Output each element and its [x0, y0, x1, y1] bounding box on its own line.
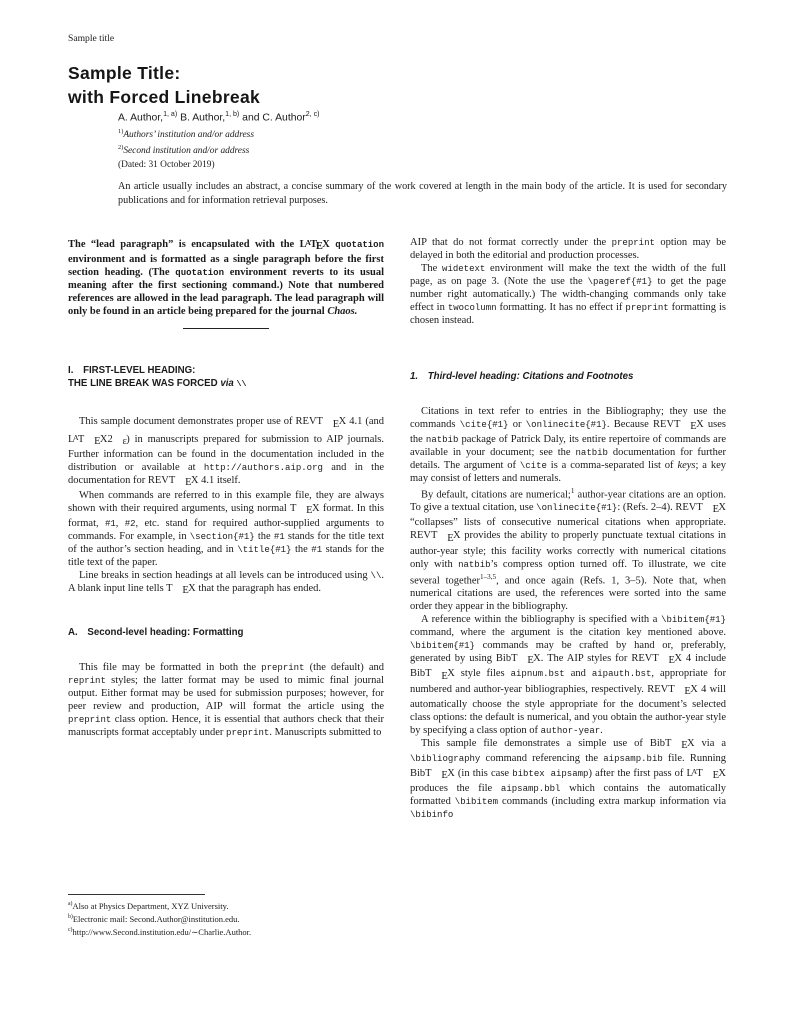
italic-text: Authors’ institution and/or address — [123, 130, 254, 141]
superscript-citation: 2, c) — [305, 111, 320, 118]
code-token: twocolumn — [447, 302, 497, 313]
date-line: (Dated: 31 October 2019) — [118, 160, 215, 170]
paragraph-formatting: This file may be formatted in both the preprint (the default) and reprint styles; the latter format may be used to mimic final journal output. Either format may be used for submission purposes; however, for peer review and production, AIP will format the article using the preprint class option. Hence, it is essential that authors check that their manuscripts format acceptably under preprint. Manuscripts submitted to — [68, 661, 384, 738]
paragraph-citations: Citations in text refer to entries in the Bibliography; they use the commands \cite{#1} or \onlinecite{#1}. Because REVT EX uses the natbib package of Patrick Daly, its entire repertoire of commands are available in your document; see the natbib documentation for further details. The argument of \cite is a comma-separated list of keys; a key may consist of letters and numerals. — [410, 405, 727, 484]
footnote-c: $^{c)}$http://www.Second.institution.edu/∼Charlie.Author. — [68, 926, 252, 937]
footnotes-area — [68, 894, 384, 937]
footnote-list — [68, 899, 384, 937]
affiliations — [118, 126, 254, 157]
code-token: quotation — [175, 267, 224, 279]
paper-title — [68, 61, 260, 109]
paragraph-linebreaks: Line breaks in section headings at all levels can be introduced using \\. A blank input line tells T EX that the paragraph has ended. — [68, 570, 384, 597]
superscript-citation: 1) — [118, 128, 124, 135]
italic-text: keys — [677, 459, 696, 471]
code-token: author-year — [540, 724, 601, 736]
code-token: natbib — [575, 446, 608, 458]
superscript-citation: 1, b) — [225, 111, 240, 118]
paragraph-revtex-intro: This sample document demonstrates proper use of REVT EX 4.1 (and $L^AT$ EX2 ε) in manuscripts prepared for submission to AIP journals. Further information can be found in the documentation included in the distribution or available at http://authors.aip.org and in the documentation for REVT EX 4.1 itself. — [68, 416, 385, 489]
italic-text: Second institution and/or address — [123, 145, 250, 156]
superscript-citation: 1 — [570, 486, 575, 495]
code-token: \pageref{#1} — [587, 276, 653, 287]
paragraph-aip-continuation: AIP that do not format correctly under the preprint option may be delayed in both the editorial and production processes. — [410, 237, 726, 261]
code-token: preprint — [68, 713, 112, 725]
code-token: #1 — [311, 544, 323, 556]
code-token: preprint — [261, 661, 305, 673]
code-token: natbib — [458, 558, 491, 570]
authors-line: A. Author,$^{1, a)}$ B. Author,$^{1, b)}$ and C. Author$^{2, c)}$ — [118, 111, 320, 124]
code-token: #1 — [273, 531, 285, 543]
paragraph-commands: When commands are referred to in this example file, they are always shown with their required arguments, using normal T EX format. In this format, #1, #2, etc. stand for required author-supplied arguments to commands. For example, in \section{#1} the #1 stands for the title text of the author’s section heading, and in \title{#1} the #1 stands for the title text of the paper. — [68, 490, 384, 569]
code-token: \title{#1} — [237, 544, 292, 556]
code-token: \section{#1} — [189, 531, 255, 543]
title-line-2: with Forced Linebreak — [68, 87, 261, 107]
footnote-rule — [68, 894, 205, 895]
code-token: reprint — [68, 674, 106, 686]
code-token: bibtex aipsamp — [512, 768, 589, 780]
code-token: preprint — [226, 726, 270, 738]
superscript-citation: a) — [68, 901, 73, 907]
code-token: preprint — [611, 237, 655, 248]
paragraph-bibitem: A reference within the bibliography is specified with a \bibitem{#1} command, where the argument is the citation key mentioned above. \bibitem{#1} commands may be crafted by hand or, preferably, generated by using BibT EX. The AIP styles for REVT EX 4 include BibT EX style files aipnum.bst and aipauth.bst, appropriate for numbered and author-year bibliographies, respectively. REVT EX 4 will automatically choose the style appropriate for the document’s selected class options: the default is numerical, and you obtain the author-year style by specifying a class option of author-year. — [410, 614, 726, 736]
code-token: \bibinfo — [410, 809, 454, 821]
code-token: natbib — [425, 433, 459, 445]
code-token: \onlinecite{#1} — [525, 418, 607, 430]
left-column — [68, 236, 384, 739]
italic-text: Chaos. — [327, 306, 358, 318]
abstract-paragraph: An article usually includes an abstract, a concise summary of the work covered at length in the main body of the article. It is used for secondary publications and for information retrieval purposes. — [118, 181, 727, 206]
code-token: \bibliography — [410, 752, 481, 764]
title-line-1: Sample Title: — [68, 63, 181, 83]
code-token: \\ — [236, 378, 247, 389]
subsubsection-heading-1: 1. Third-level heading: Citations and Footnotes — [410, 371, 634, 382]
subsection-heading-A: A. Second-level heading: Formatting — [68, 627, 244, 639]
code-token: aipsamp.bbl — [500, 783, 561, 795]
running-header: Sample title — [68, 33, 115, 44]
code-token: \bibitem{#1} — [661, 614, 726, 626]
superscript-citation: 1, a) — [163, 111, 178, 118]
code-token: preprint — [625, 302, 669, 313]
lead-divider-rule — [183, 328, 269, 329]
superscript-citation: 2) — [118, 143, 124, 151]
code-token: #1 — [104, 518, 116, 530]
affiliation-1 — [118, 126, 254, 142]
superscript-citation: 1–3,5 — [480, 572, 497, 581]
code-token: widetext — [442, 263, 486, 274]
affiliation-2 — [118, 142, 254, 158]
code-token: \cite{#1} — [459, 418, 509, 430]
code-token: aipauth.bst — [591, 668, 652, 680]
code-token: #2 — [124, 518, 136, 530]
superscript-citation: c) — [68, 926, 73, 933]
footnote-a: $^{a)}$Also at Physics Department, XYZ University. — [68, 900, 229, 911]
footnote-b: $^{b)}$Electronic mail: Second.Author@institution.edu. — [68, 913, 240, 924]
code-token: aipnum.bst — [510, 668, 565, 680]
code-token: http://authors.aip.org — [203, 461, 323, 473]
code-token: \cite — [519, 459, 547, 471]
italic-text: via — [220, 377, 234, 389]
code-token: \\ — [370, 570, 382, 582]
right-column — [410, 236, 726, 821]
code-token: quotation — [335, 239, 384, 251]
lead-paragraph: The “lead paragraph” is encapsulated with the $L^ATEX$ quotation environment and is formatted as a single paragraph before the first section heading. (The quotation environment reverts to its usual meaning after the first sectioning command.) Note that numbered references are allowed in the lead paragraph. The lead paragraph will only be found in an article being prepared for the journal Chaos. — [68, 238, 384, 318]
code-token: \onlinecite{#1} — [536, 502, 618, 514]
superscript-citation: b) — [68, 913, 73, 920]
code-token: \bibitem{#1} — [410, 640, 475, 652]
section-heading-I: I. FIRST-LEVEL HEADING: THE LINE BREAK WAS FORCED via \\ — [68, 365, 247, 389]
paragraph-widetext: The widetext environment will make the text the width of the full page, as on page 3. (Note the use the \pageref{#1} to get the page number right automatically.) The width-changing commands only take effect in twocolumn formatting. It has no effect if preprint formatting is chosen instead. — [410, 263, 726, 326]
paragraph-numerical-citations: By default, citations are numerical;$^1$ author-year citations are an option. To give a textual citation, use \onlinecite{#1}: (Refs. 2–4). REVT EX “collapses” lists of consecutive numerical citations when appropriate. REVT EX provides the ability to properly punctuate textual citations in author-year style; this facility works correctly with numerical citations only with natbib’s compress option turned off. To illustrate, we cite several together$^{1-3,5}$, and once again (Refs. 1, 3–5). Note that, when numerical citations are used, the references were sorted into the same order they appear in the bibliography. — [410, 486, 727, 613]
code-token: aipsamp.bib — [603, 752, 663, 764]
paragraph-bibtex-sample: This sample file demonstrates a simple use of BibT EX via a \bibliography command referencing the aipsamp.bib file. Running BibT EX (in this case bibtex aipsamp) after the first pass of $L^AT$ EX produces the file aipsamp.bbl which contains the automatically formatted \bibitem commands (including extra markup information via \bibinfo — [410, 737, 727, 821]
code-token: \bibitem — [454, 796, 499, 808]
